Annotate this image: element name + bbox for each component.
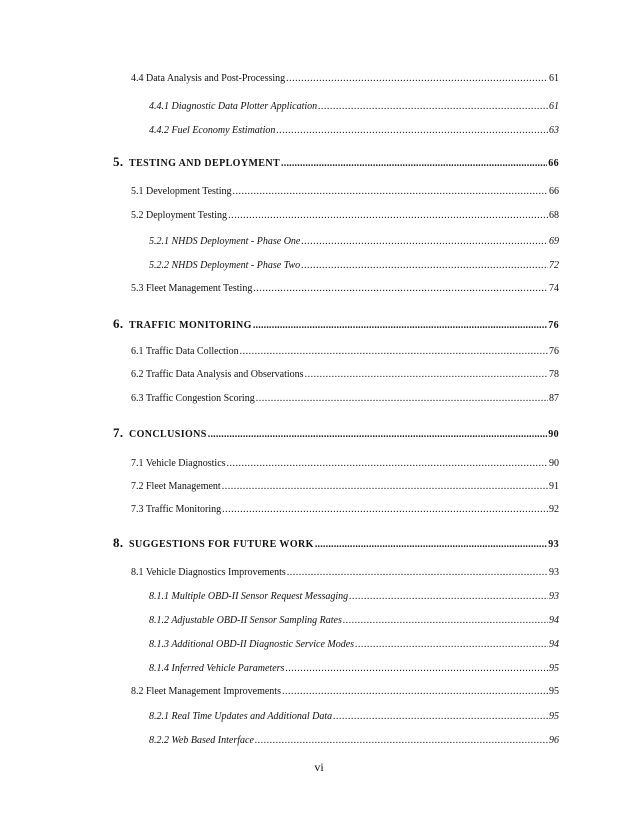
- toc-page-number: 78: [549, 369, 559, 380]
- toc-entry[interactable]: [131, 283, 559, 294]
- toc-entry[interactable]: [131, 567, 559, 578]
- toc-entry-label: 8.2.2 Web Based Interface: [149, 735, 254, 746]
- toc-page-number: 94: [549, 615, 559, 626]
- toc-page-number: 76: [548, 320, 559, 331]
- toc-entry-label: 5.2.1 NHDS Deployment - Phase One: [149, 236, 301, 247]
- dot-leader: [301, 260, 548, 271]
- toc-page-number: 95: [549, 686, 559, 697]
- dot-leader: [222, 481, 548, 492]
- toc-page-number: 90: [548, 429, 559, 440]
- toc-entry[interactable]: [131, 504, 559, 515]
- dot-leader: [315, 539, 547, 550]
- chapter-number: 8.: [113, 535, 124, 550]
- dot-leader: [253, 320, 547, 331]
- dot-leader: [222, 504, 548, 515]
- dot-leader: [228, 210, 548, 221]
- toc-entry[interactable]: [131, 481, 559, 492]
- toc-entry-label: 5.1 Development Testing: [131, 186, 232, 197]
- toc-entry-label: 8.1.2 Adjustable OBD-II Sensor Sampling Rates: [149, 615, 342, 626]
- toc-page-number: 94: [549, 639, 559, 650]
- toc-page-number: 95: [549, 711, 559, 722]
- dot-leader: [256, 393, 548, 404]
- dot-leader: [305, 369, 548, 380]
- toc-page-number: 92: [549, 504, 559, 515]
- toc-entry[interactable]: [149, 615, 559, 626]
- toc-entry[interactable]: [131, 458, 559, 469]
- toc-page-number: 66: [549, 186, 559, 197]
- chapter-number: 7.: [113, 425, 124, 440]
- dot-leader: [240, 346, 548, 357]
- toc-entry[interactable]: [131, 686, 559, 697]
- toc-entry[interactable]: [149, 639, 559, 650]
- dot-leader: [349, 591, 548, 602]
- toc-entry[interactable]: [149, 236, 559, 247]
- chapter-title: CONCLUSIONS: [129, 429, 207, 440]
- dot-leader: [285, 663, 548, 674]
- toc-entry-label: 5.2 Deployment Testing: [131, 210, 228, 221]
- toc-page-number: 93: [549, 567, 559, 578]
- toc-page-number: 72: [549, 260, 559, 271]
- toc-page-number: 87: [549, 393, 559, 404]
- toc-entry[interactable]: [113, 535, 559, 551]
- toc-entry[interactable]: [131, 393, 559, 404]
- toc-entry-label: 6.1 Traffic Data Collection: [131, 346, 239, 357]
- toc-entry-label: 7.2 Fleet Management: [131, 481, 221, 492]
- toc-entry-label: 4.4 Data Analysis and Post-Processing: [131, 73, 286, 84]
- toc-page-number: 76: [549, 346, 559, 357]
- toc-entry[interactable]: [149, 260, 559, 271]
- toc-entry-label: 7.3 Traffic Monitoring: [131, 504, 222, 515]
- toc-page-number: 74: [549, 283, 559, 294]
- dot-leader: [355, 639, 548, 650]
- toc-page-number: 68: [549, 210, 559, 221]
- toc-page-number: 95: [549, 663, 559, 674]
- dot-leader: [255, 735, 548, 746]
- dot-leader: [286, 73, 548, 84]
- toc-entry-label: 5.2.2 NHDS Deployment - Phase Two: [149, 260, 301, 271]
- toc-entry[interactable]: [131, 210, 559, 221]
- toc-entry[interactable]: [149, 101, 559, 112]
- dot-leader: [333, 711, 548, 722]
- page-number: vi: [314, 760, 324, 774]
- toc-entry[interactable]: [113, 425, 559, 441]
- toc-entry[interactable]: [113, 154, 559, 170]
- toc-entry-label: 8.1.4 Inferred Vehicle Parameters: [149, 663, 285, 674]
- dot-leader: [343, 615, 548, 626]
- toc-page-number: 91: [549, 481, 559, 492]
- toc-entry-label: [113, 316, 252, 332]
- toc-entry[interactable]: [131, 186, 559, 197]
- toc-entry-label: 4.4.1 Diagnostic Data Plotter Application: [149, 101, 318, 112]
- toc-page-number: 61: [549, 73, 559, 84]
- toc-entry-label: 6.2 Traffic Data Analysis and Observations: [131, 369, 304, 380]
- toc-page-number: 93: [548, 539, 559, 550]
- dot-leader: [208, 429, 547, 440]
- toc-page-number: 66: [548, 158, 559, 169]
- dot-leader: [276, 125, 548, 136]
- toc-page-number: 69: [549, 236, 559, 247]
- dot-leader: [301, 236, 548, 247]
- toc-entry-label: [113, 154, 280, 170]
- toc-entry-label: 8.2 Fleet Management Improvements: [131, 686, 281, 697]
- chapter-title: TESTING AND DEPLOYMENT: [129, 158, 281, 169]
- toc-entry-label: 8.1.3 Additional OBD-II Diagnostic Service Modes: [149, 639, 355, 650]
- toc-entry-label: 5.3 Fleet Management Testing: [131, 283, 253, 294]
- toc-entry[interactable]: [149, 735, 559, 746]
- toc-page-number: 63: [549, 125, 559, 136]
- dot-leader: [281, 158, 547, 169]
- toc-entry-label: 8.1 Vehicle Diagnostics Improvements: [131, 567, 286, 578]
- toc-page-number: 90: [549, 458, 559, 469]
- toc-entry-label: [113, 425, 207, 441]
- chapter-title: SUGGESTIONS FOR FUTURE WORK: [129, 539, 314, 550]
- toc-entry[interactable]: [131, 369, 559, 380]
- toc-entry[interactable]: [131, 73, 559, 84]
- toc-entry-label: 4.4.2 Fuel Economy Estimation: [149, 125, 276, 136]
- toc-page-number: 61: [549, 101, 559, 112]
- toc-entry-label: 7.1 Vehicle Diagnostics: [131, 458, 226, 469]
- dot-leader: [318, 101, 548, 112]
- toc-entry[interactable]: [149, 711, 559, 722]
- toc-entry[interactable]: [131, 346, 559, 357]
- chapter-number: 6.: [113, 316, 124, 331]
- toc-entry[interactable]: [149, 125, 559, 136]
- toc-entry[interactable]: [149, 591, 559, 602]
- toc-entry-label: 8.1.1 Multiple OBD-II Sensor Request Messaging: [149, 591, 349, 602]
- toc-page-number: 96: [549, 735, 559, 746]
- dot-leader: [227, 458, 548, 469]
- dot-leader: [287, 567, 548, 578]
- dot-leader: [253, 283, 548, 294]
- dot-leader: [282, 686, 548, 697]
- chapter-number: 5.: [113, 154, 124, 169]
- toc-entry[interactable]: [149, 663, 559, 674]
- toc-entry[interactable]: [113, 316, 559, 332]
- toc-entry-label: 8.2.1 Real Time Updates and Additional Data: [149, 711, 333, 722]
- toc-page-number: 93: [549, 591, 559, 602]
- chapter-title: TRAFFIC MONITORING: [129, 320, 252, 331]
- toc-entry-label: [113, 535, 314, 551]
- toc-entry-label: 6.3 Traffic Congestion Scoring: [131, 393, 255, 404]
- dot-leader: [233, 186, 549, 197]
